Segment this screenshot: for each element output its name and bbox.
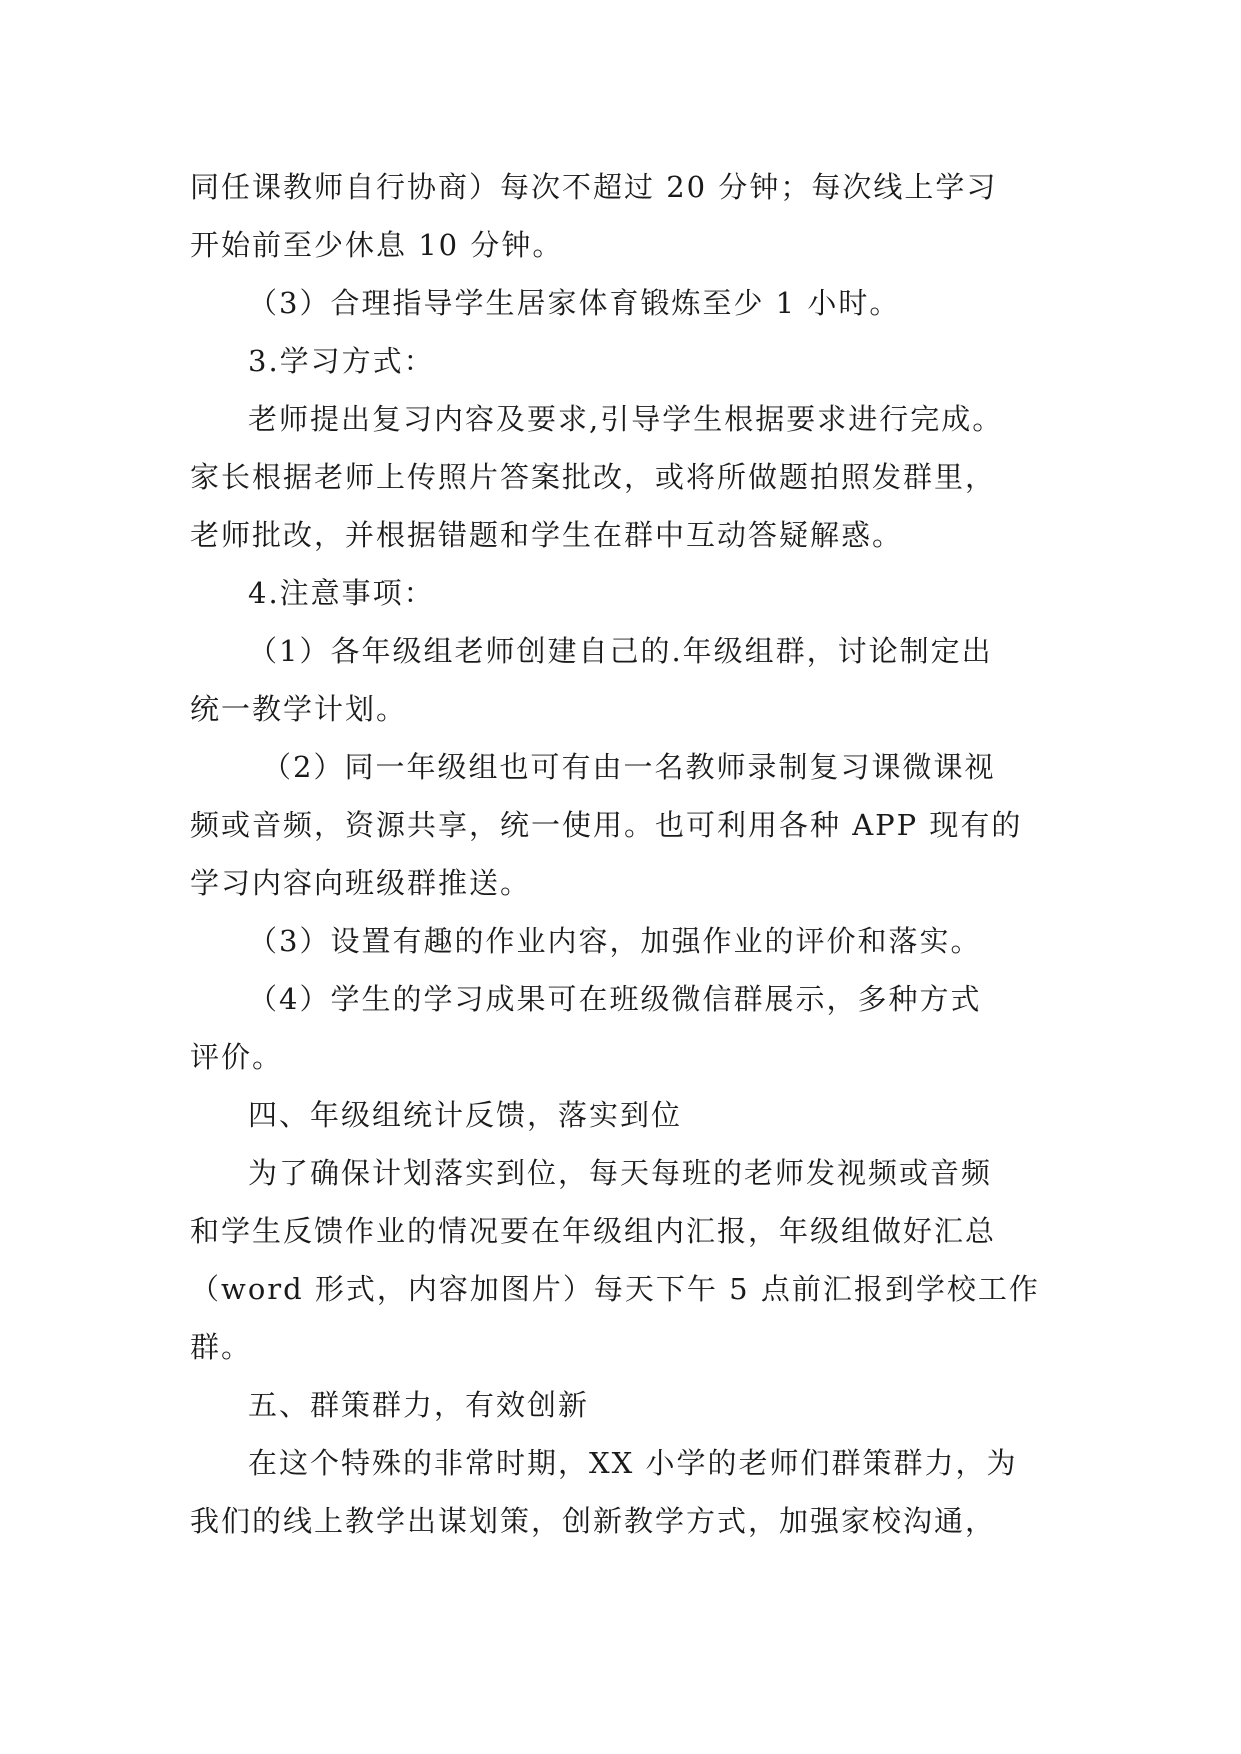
paragraph-line: 同任课教师自行协商）每次不超过 20 分钟；每次线上学习 [190, 170, 998, 204]
paragraph-line: 老师批改，并根据错题和学生在群中互动答疑解惑。 [190, 518, 904, 552]
list-item-line: （3）合理指导学生居家体育锻炼至少 1 小时。 [248, 286, 901, 320]
subheading: 4.注意事项： [248, 576, 435, 610]
list-item-line: （2）同一年级组也可有由一名教师录制复习课微课视 [262, 750, 996, 784]
paragraph-line: 学习内容向班级群推送。 [190, 866, 532, 900]
paragraph-line: （word 形式，内容加图片）每天下午 5 点前汇报到学校工作 [190, 1272, 1040, 1306]
list-item-line: （1）各年级组老师创建自己的.年级组群，讨论制定出 [248, 634, 993, 668]
paragraph-line: 开始前至少休息 10 分钟。 [190, 228, 564, 262]
paragraph-line: 家长根据老师上传照片答案批改，或将所做题拍照发群里， [190, 460, 997, 494]
paragraph-line: 群。 [190, 1330, 253, 1364]
subheading: 3.学习方式： [248, 344, 435, 378]
paragraph-line: 评价。 [190, 1040, 284, 1074]
list-item-line: （3）设置有趣的作业内容，加强作业的评价和落实。 [248, 924, 982, 958]
paragraph-line: 和学生反馈作业的情况要在年级组内汇报，年级组做好汇总 [190, 1214, 997, 1248]
paragraph-line: 为了确保计划落实到位，每天每班的老师发视频或音频 [248, 1156, 993, 1190]
section-heading: 四、年级组统计反馈，落实到位 [248, 1098, 683, 1132]
section-heading: 五、群策群力，有效创新 [248, 1388, 590, 1422]
paragraph-line: 频或音频，资源共享，统一使用。也可利用各种 APP 现有的 [190, 808, 1023, 842]
paragraph-line: 统一教学计划。 [190, 692, 408, 726]
paragraph-line: 老师提出复习内容及要求,引导学生根据要求进行完成。 [248, 402, 1004, 436]
list-item-line: （4）学生的学习成果可在班级微信群展示，多种方式 [248, 982, 982, 1016]
paragraph-line: 在这个特殊的非常时期，XX 小学的老师们群策群力，为 [248, 1446, 1018, 1480]
document-page [190, 158, 1054, 1550]
paragraph-line: 我们的线上教学出谋划策，创新教学方式，加强家校沟通， [190, 1504, 997, 1538]
